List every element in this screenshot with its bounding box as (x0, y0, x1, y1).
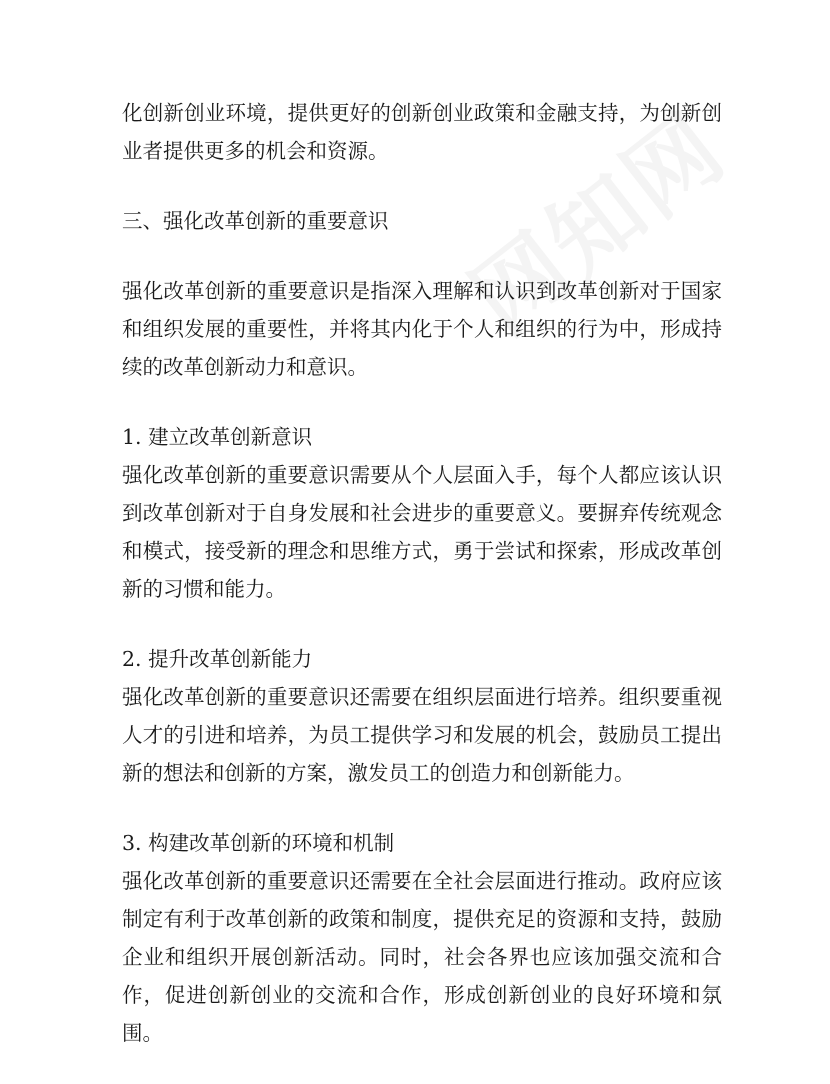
subsection-3 (122, 824, 722, 1052)
summary-paragraph: 强化改革创新的重要意识是指深入理解和认识到改革创新对于国家和组织发展的重要性，并将其内化于个人和组织的行为中，形成持续的改革创新动力和意识。 (122, 279, 722, 379)
intro-paragraph: 化创新创业环境，提供更好的创新创业政策和金融支持，为创新创业者提供更多的机会和资源。 (122, 101, 722, 163)
subsection-title: 1. 建立改革创新意识 (122, 425, 313, 449)
section-heading: 三、强化改革创新的重要意识 (122, 209, 389, 233)
subsection-title: 3. 构建改革创新的环境和机制 (122, 831, 395, 855)
subsection-body: 强化改革创新的重要意识还需要在全社会层面进行推动。政府应该制定有利于改革创新的政策和制度，提供充足的资源和支持，鼓励企业和组织开展创新活动。同时，社会各界也应该加强交流和合作，促进创新创业的交流和合作，形成创新创业的良好环境和氛围。 (122, 869, 722, 1045)
subsection-2 (122, 640, 722, 792)
subsection-body: 强化改革创新的重要意识需要从个人层面入手，每个人都应该认识到改革创新对于自身发展和社会进步的重要意义。要摒弃传统观念和模式，接受新的理念和思维方式，勇于尝试和探索，形成改革创新的习惯和能力。 (122, 463, 722, 601)
subsection-1 (122, 418, 722, 608)
document-body (122, 94, 722, 1084)
subsection-body: 强化改革创新的重要意识还需要在组织层面进行培养。组织要重视人才的引进和培养，为员工提供学习和发展的机会，鼓励员工提出新的想法和创新的方案，激发员工的创造力和创新能力。 (122, 685, 722, 785)
subsection-title: 2. 提升改革创新能力 (122, 647, 313, 671)
